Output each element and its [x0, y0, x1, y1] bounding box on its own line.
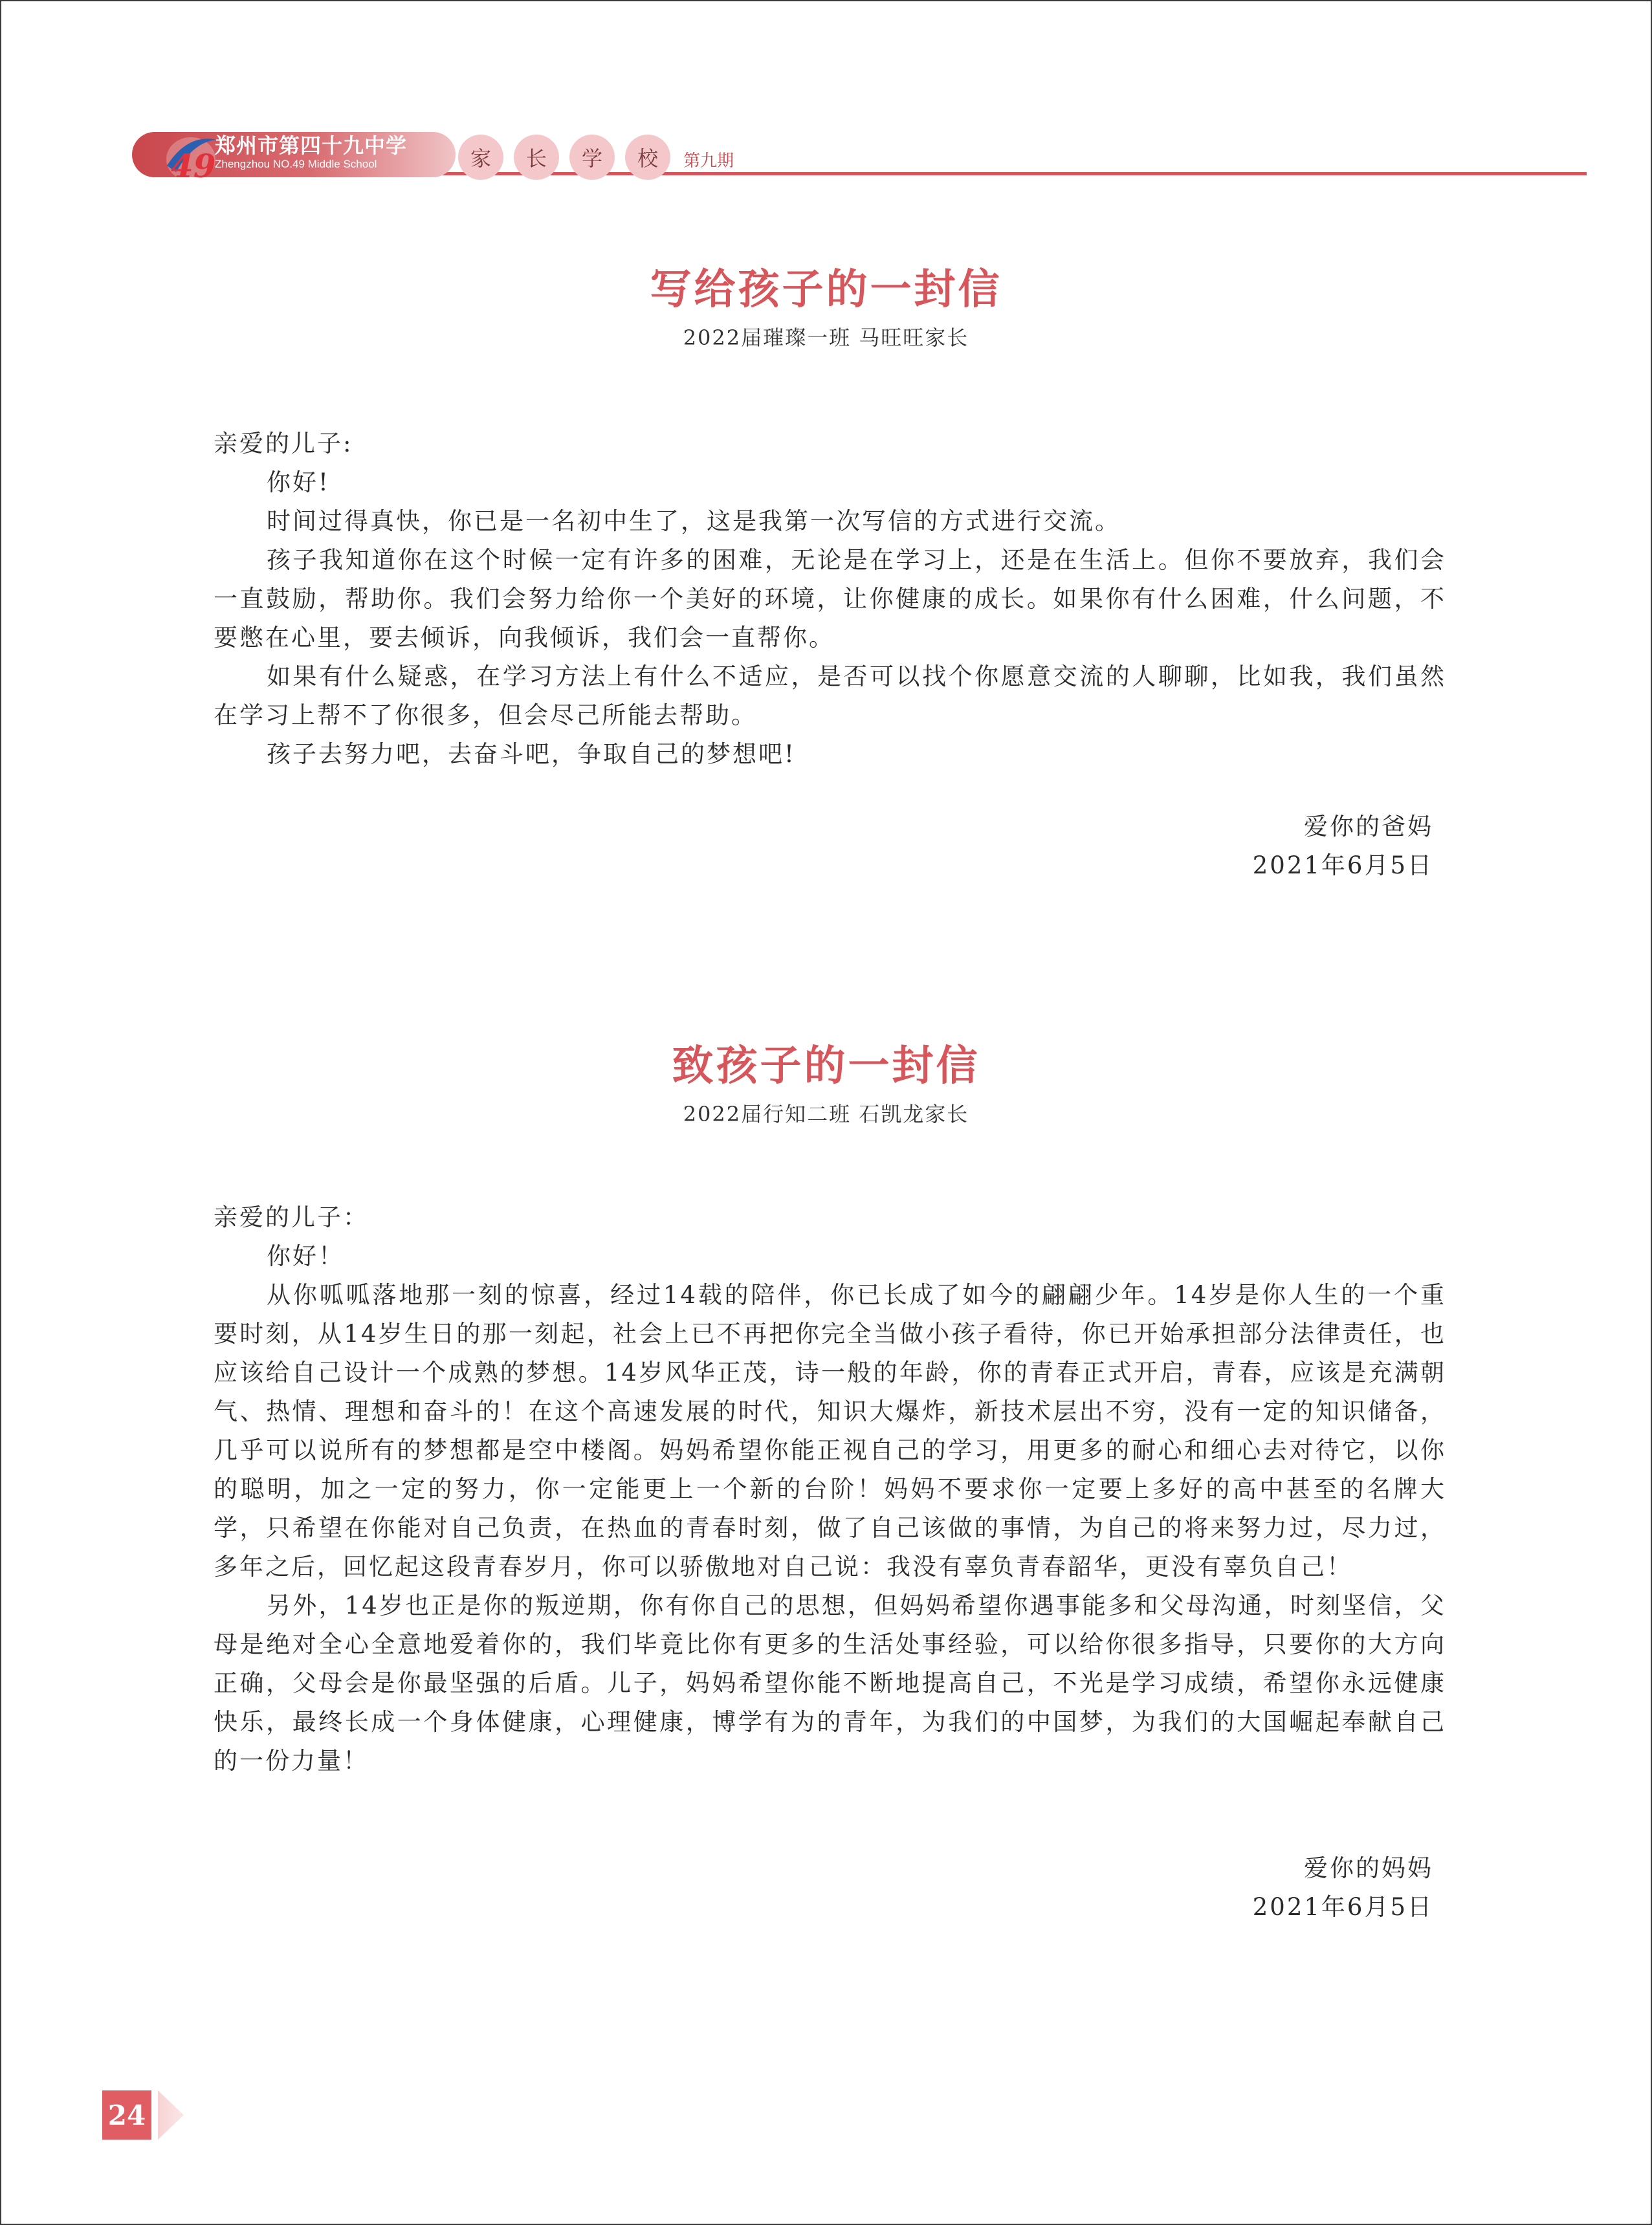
salutation: 亲爱的儿子： [214, 1203, 369, 1231]
letter-date: 2021年6月5日 [1252, 851, 1433, 879]
column-char: 家 [458, 135, 503, 180]
paragraph: 孩子我知道你在这个时候一定有许多的困难，无论是在学习上，还是在生活上。但你不要放弃，我们会一直鼓励，帮助你。我们会努力给你一个美好的环境，让你健康的成长。如果你有什么困难，什么问题，不要憋在心里，要去倾诉，向我倾诉，我们会一直帮你。 [214, 546, 1446, 652]
article-2-signoff [1045, 1849, 1433, 1927]
article-2-body [214, 1198, 1446, 1781]
letter-date: 2021年6月5日 [1252, 1893, 1433, 1921]
issue-number: 第九期 [683, 151, 734, 171]
article-1-signoff [1045, 807, 1433, 885]
logo-text: 49 [171, 147, 216, 185]
article-title: 写给孩子的一封信 [650, 265, 1002, 314]
article-1 [0, 264, 1652, 351]
column-char: 校 [625, 135, 670, 180]
school-name-cn: 郑州市第四十九中学 [215, 133, 408, 158]
column-char: 长 [514, 135, 559, 180]
signature: 爱你的妈妈 [1304, 1854, 1433, 1882]
article-1-body [214, 424, 1446, 774]
paragraph: 时间过得真快，你已是一名初中生了，这是我第一次写信的方式进行交流。 [267, 507, 1121, 535]
school-name-en: Zhengzhou NO.49 Middle School [215, 158, 377, 170]
article-title: 致孩子的一封信 [672, 1042, 980, 1090]
column-char: 学 [569, 135, 615, 180]
school-name [215, 133, 407, 171]
column-title [458, 135, 670, 180]
greeting: 你好! [267, 468, 330, 496]
page-header [129, 127, 1587, 192]
paragraph: 如果有什么疑惑，在学习方法上有什么不适应，是否可以找个你愿意交流的人聊聊，比如我，我们虽然在学习上帮不了你很多，但会尽己所能去帮助。 [214, 663, 1446, 729]
page-number: 24 [102, 2090, 151, 2140]
salutation: 亲爱的儿子: [214, 430, 353, 457]
article-2 [0, 1040, 1652, 1127]
greeting: 你好！ [267, 1242, 344, 1270]
article-author: 2022届璀璨一班 马旺旺家长 [683, 325, 969, 350]
article-author: 2022届行知二班 石凯龙家长 [683, 1102, 969, 1126]
paragraph: 孩子去努力吧，去奋斗吧，争取自己的梦想吧! [267, 740, 796, 768]
paragraph: 另外，14岁也正是你的叛逆期，你有你自己的思想，但妈妈希望你遇事能多和父母沟通，时刻坚信，父母是绝对全心全意地爱着你的，我们毕竟比你有更多的生活处事经验，可以给你很多指导，只要你的大方向正确，父母会是你最坚强的后盾。儿子，妈妈希望你能不断地提高自己，不光是学习成绩，希望你永远健康快乐，最终长成一个身体健康，心理健康，博学有为的青年，为我们的中国梦，为我们的大国崛起奉献自己的一份力量！ [214, 1592, 1446, 1775]
signature: 爱你的爸妈 [1304, 813, 1433, 840]
school-logo-icon [162, 127, 220, 186]
paragraph: 从你呱呱落地那一刻的惊喜，经过14载的陪伴，你已长成了如今的翩翩少年。14岁是你人生的一个重要时刻，从14岁生日的那一刻起，社会上已不再把你完全当做小孩子看待，你已开始承担部分法律责任，也应该给自己设计一个成熟的梦想。14岁风华正茂，诗一般的年龄，你的青春正式开启，青春，应该是充满朝气、热情、理想和奋斗的！在这个高速发展的时代，知识大爆炸，新技术层出不穷，没有一定的知识储备，几乎可以说所有的梦想都是空中楼阁。妈妈希望你能正视自己的学习，用更多的耐心和细心去对待它，以你的聪明，加之一定的努力，你一定能更上一个新的台阶！妈妈不要求你一定要上多好的高中甚至的名牌大学，只希望在你能对自己负责，在热血的青春时刻，做了自己该做的事情，为自己的将来努力过，尽力过，多年之后，回忆起这段青春岁月，你可以骄傲地对自己说：我没有辜负青春韶华，更没有辜负自己！ [214, 1281, 1447, 1581]
